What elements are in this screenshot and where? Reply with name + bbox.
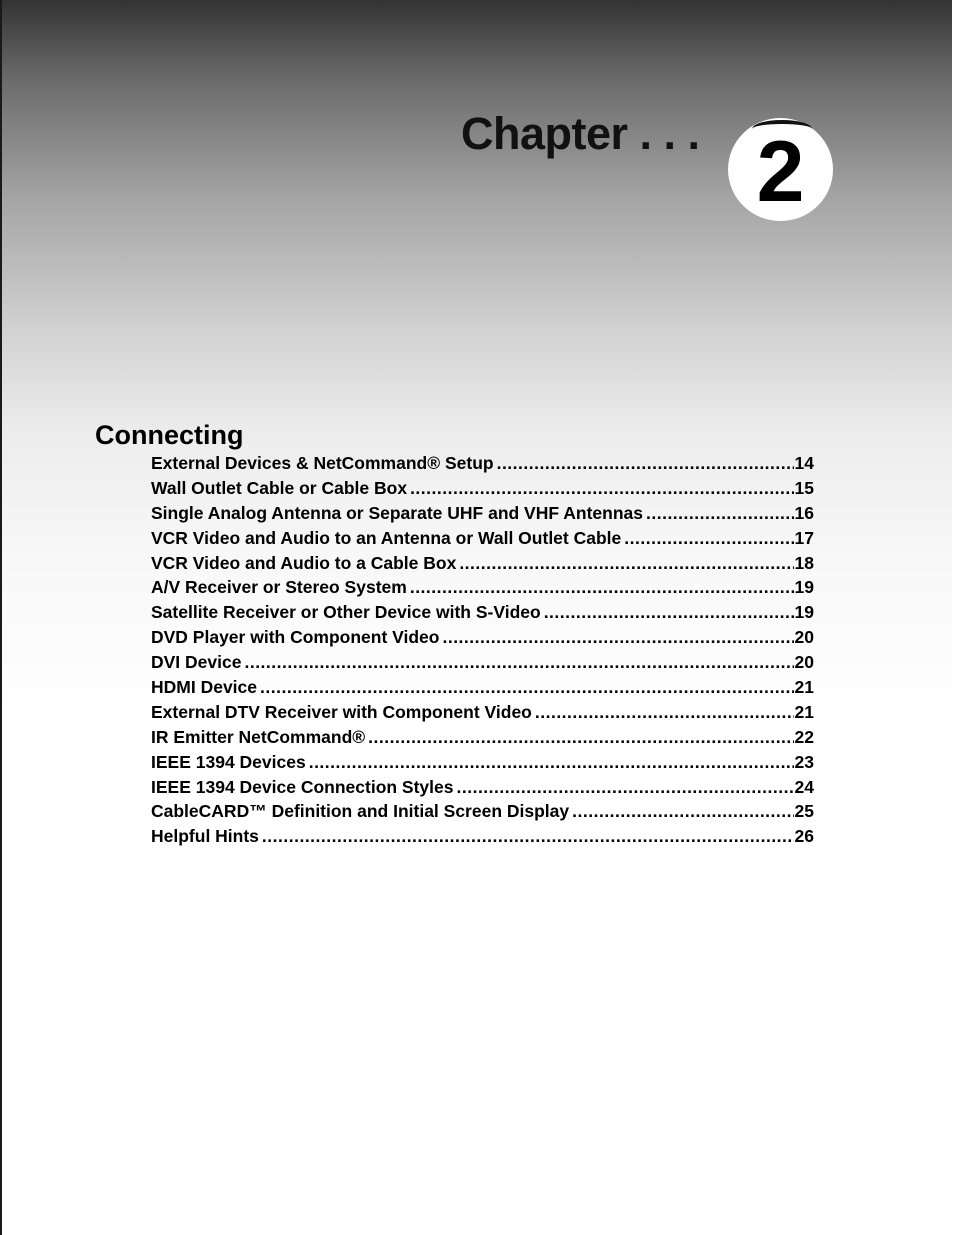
toc-dot-leader (624, 526, 793, 551)
toc-dot-leader (262, 824, 794, 849)
toc-dot-leader (410, 476, 793, 501)
toc-dot-leader (442, 625, 793, 650)
toc-entry-page: 17 (794, 527, 814, 548)
toc-entry-page: 26 (794, 826, 814, 847)
toc-entry-title: IEEE 1394 Devices (151, 751, 306, 772)
toc-entry (151, 451, 814, 476)
toc-dot-leader (244, 650, 793, 675)
toc-entry (151, 700, 814, 725)
table-of-contents (151, 451, 814, 849)
toc-dot-leader (459, 551, 793, 576)
left-edge-rule (0, 0, 2, 1235)
toc-entry-page: 25 (794, 801, 814, 822)
toc-entry-title: DVI Device (151, 652, 242, 673)
section-title: Connecting (95, 420, 244, 450)
toc-entry-title: DVD Player with Component Video (151, 627, 440, 648)
toc-entry-page: 19 (794, 577, 814, 598)
toc-entry-page: 22 (794, 726, 814, 747)
toc-entry-page: 21 (794, 701, 814, 722)
toc-entry-title: A/V Receiver or Stereo System (151, 577, 407, 598)
toc-entry-title: VCR Video and Audio to a Cable Box (151, 552, 457, 573)
toc-dot-leader (544, 600, 794, 625)
chapter-heading: Chapter . . . (461, 108, 700, 159)
toc-entry (151, 675, 814, 700)
toc-entry-page: 24 (794, 776, 814, 797)
toc-entry (151, 725, 814, 750)
toc-entry (151, 650, 814, 675)
toc-dot-leader (410, 575, 794, 600)
toc-dot-leader (572, 799, 793, 824)
toc-entry-page: 21 (794, 677, 814, 698)
toc-entry-title: Wall Outlet Cable or Cable Box (151, 477, 408, 498)
toc-entry-title: IR Emitter NetCommand® (151, 726, 366, 747)
toc-entry-page: 20 (794, 627, 814, 648)
toc-entry-title: VCR Video and Audio to an Antenna or Wall Outlet Cable (151, 527, 622, 548)
toc-dot-leader (646, 501, 794, 526)
toc-entry (151, 476, 814, 501)
toc-entry (151, 575, 814, 600)
toc-entry-title: External Devices & NetCommand® Setup (151, 453, 494, 473)
toc-entry (151, 501, 814, 526)
toc-dot-leader (309, 750, 794, 775)
toc-entry-title: Single Analog Antenna or Separate UHF and VHF Antennas (151, 502, 643, 523)
toc-dot-leader (457, 775, 794, 800)
toc-dot-leader (535, 700, 794, 725)
toc-entry-page: 18 (794, 552, 814, 573)
toc-entry (151, 750, 814, 775)
toc-entry-title: Helpful Hints (151, 826, 259, 847)
toc-entry (151, 824, 814, 849)
toc-entry-title: IEEE 1394 Device Connection Styles (151, 776, 454, 797)
toc-entry (151, 551, 814, 576)
toc-dot-leader (260, 675, 794, 700)
toc-entry-page: 15 (794, 477, 814, 498)
toc-entry-page: 14 (794, 453, 814, 473)
toc-entry-page: 20 (794, 652, 814, 673)
toc-entry-page: 16 (794, 502, 814, 523)
toc-entry (151, 625, 814, 650)
toc-entry-page: 23 (794, 751, 814, 772)
toc-entry-title: HDMI Device (151, 677, 258, 698)
toc-dot-leader (368, 725, 793, 750)
toc-entry (151, 775, 814, 800)
toc-entry (151, 799, 814, 824)
toc-entry (151, 600, 814, 625)
chapter-number: 2 (756, 124, 805, 220)
toc-entry-title: External DTV Receiver with Component Video (151, 701, 532, 722)
toc-entry (151, 526, 814, 551)
toc-dot-leader (497, 451, 794, 476)
toc-entry-page: 19 (794, 602, 814, 623)
toc-entry-title: CableCARD™ Definition and Initial Screen Display (151, 801, 570, 822)
toc-entry-title: Satellite Receiver or Other Device with S-Video (151, 602, 541, 623)
